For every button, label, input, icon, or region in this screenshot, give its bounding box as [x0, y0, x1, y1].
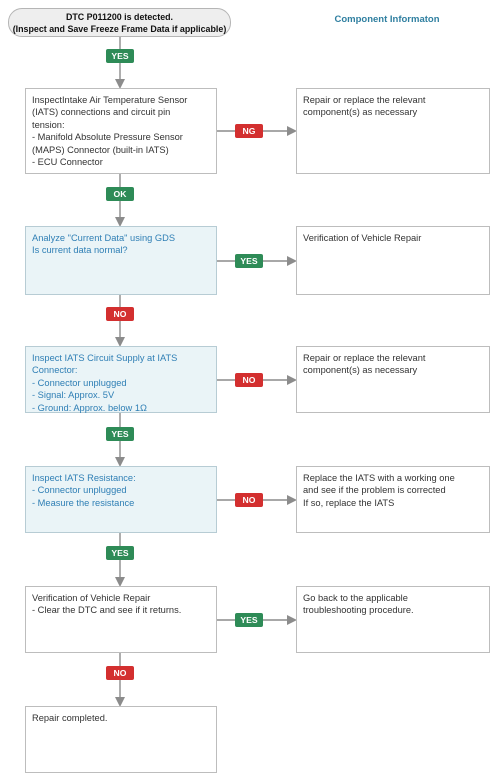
badge-no-step2: NO [106, 307, 134, 321]
badge-ng-side1: NG [235, 124, 263, 138]
result-verification: Verification of Vehicle Repair [296, 226, 490, 295]
result-replace-iats: Replace the IATS with a working one and see if the problem is corrected If so, replace the IATS [296, 466, 490, 533]
badge-yes-side5: YES [235, 613, 263, 627]
badge-yes-step4: YES [106, 546, 134, 560]
badge-no-step5: NO [106, 666, 134, 680]
step-verification: Verification of Vehicle Repair - Clear the DTC and see if it returns. [25, 586, 217, 653]
step-analyze-current-data: Analyze "Current Data" using GDS Is current data normal? [25, 226, 217, 295]
badge-no-side3: NO [235, 373, 263, 387]
result-repair-replace-1: Repair or replace the relevant component(s) as necessary [296, 88, 490, 174]
badge-yes-step3: YES [106, 427, 134, 441]
step-inspect-connections: InspectIntake Air Temperature Sensor (IATS) connections and circuit pin tension: - Manifold Absolute Pressure Sensor (MAPS) Connector (built-in IATS) - ECU Connector [25, 88, 217, 174]
step-repair-completed: Repair completed. [25, 706, 217, 773]
step-inspect-circuit-supply: Inspect IATS Circuit Supply at IATS Connector: - Connector unplugged - Signal: Approx. 5V - Ground: Approx. below 1Ω [25, 346, 217, 413]
badge-no-side4: NO [235, 493, 263, 507]
result-repair-replace-2: Repair or replace the relevant component(s) as necessary [296, 346, 490, 413]
result-go-back: Go back to the applicable troubleshooting procedure. [296, 586, 490, 653]
start-node: DTC P011200 is detected. (Inspect and Save Freeze Frame Data if applicable) [8, 8, 231, 37]
component-info-header: Component Informaton [334, 14, 440, 25]
badge-yes-side2: YES [235, 254, 263, 268]
step-inspect-resistance: Inspect IATS Resistance: - Connector unplugged - Measure the resistance [25, 466, 217, 533]
badge-ok-step1: OK [106, 187, 134, 201]
badge-yes-start: YES [106, 49, 134, 63]
